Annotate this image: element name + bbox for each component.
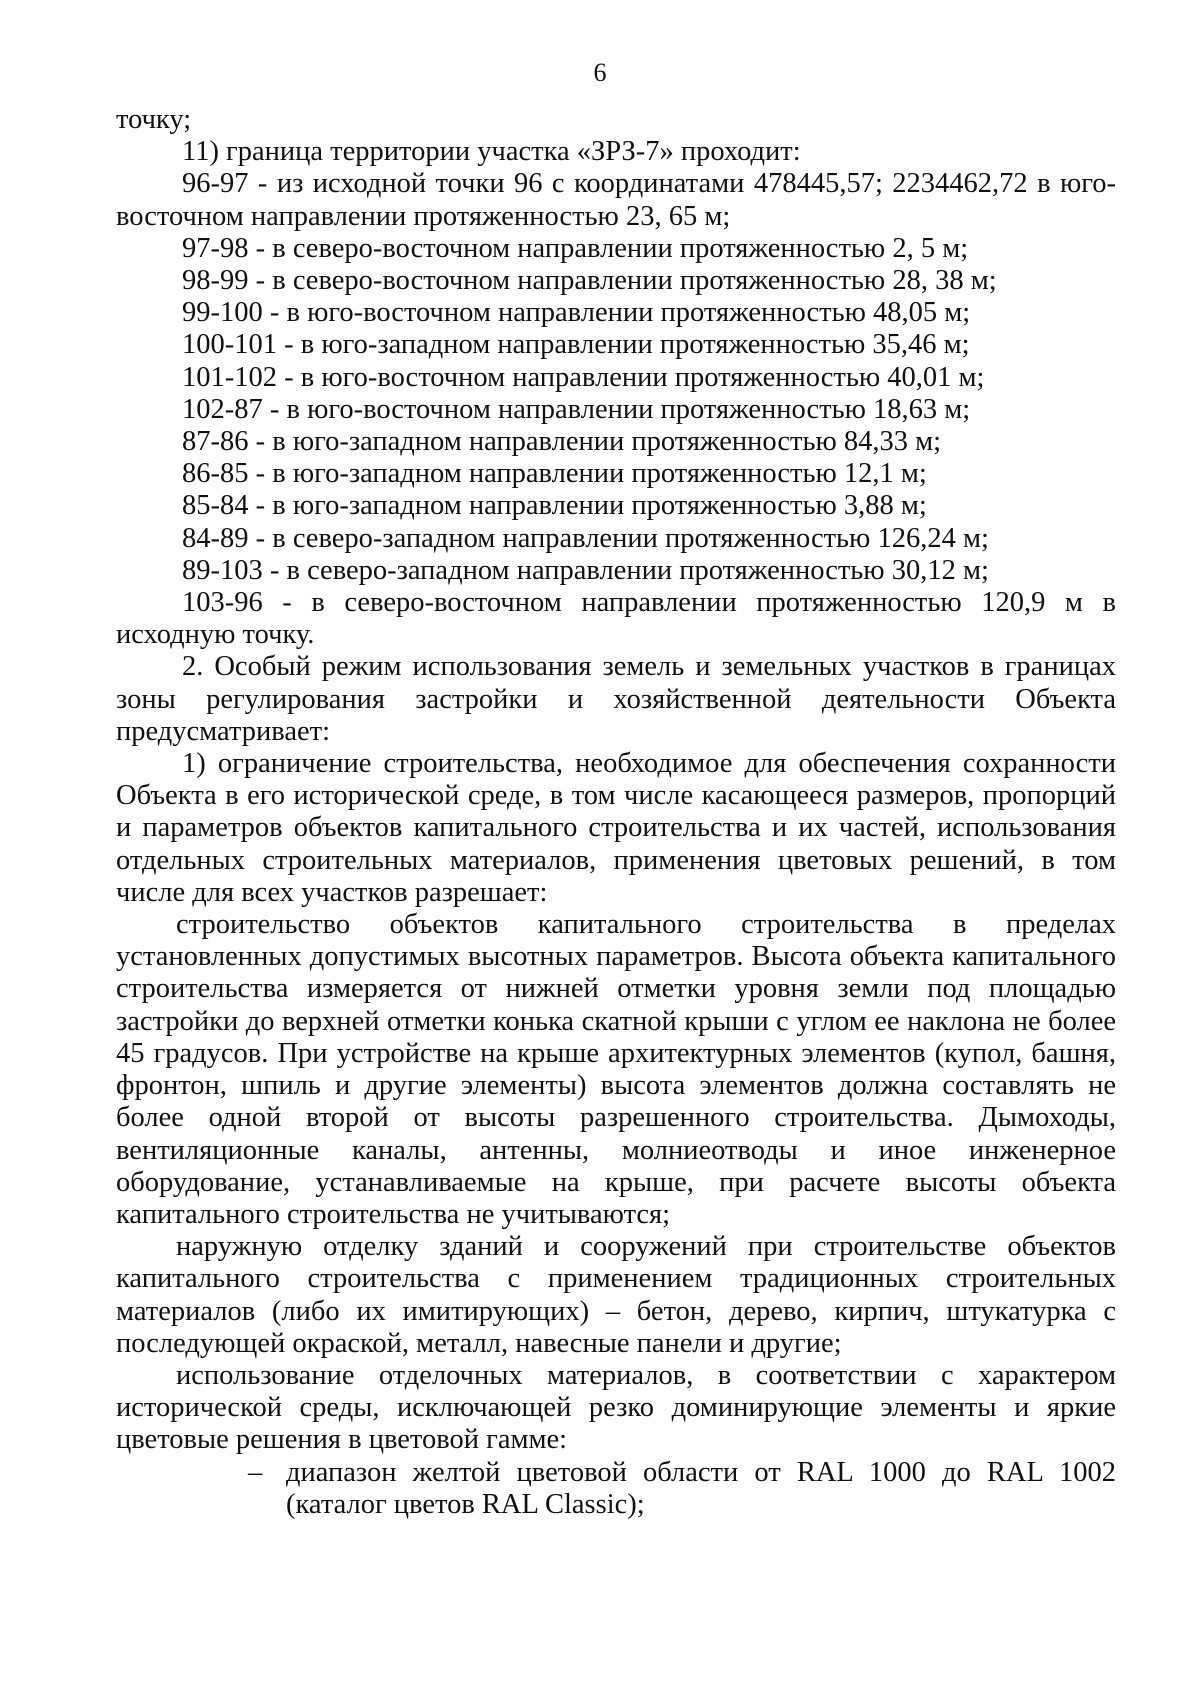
- paragraph: 100-101 - в юго-западном направлении протяженностью 35,46 м;: [182, 329, 970, 361]
- paragraph: 86-85 - в юго-западном направлении протяженностью 12,1 м;: [182, 458, 927, 490]
- paragraph: точку;: [116, 104, 192, 135]
- paragraph: 85-84 - в юго-западном направлении протяженностью 3,88 м;: [182, 490, 927, 522]
- paragraph: 103-96 - в северо-восточном направлении протяженностью 120,9 м в исходную точку.: [116, 587, 1116, 651]
- page-number: 6: [593, 58, 607, 87]
- paragraph: 98-99 - в северо-восточном направлении протяженностью 28, 38 м;: [182, 265, 997, 297]
- paragraph: 102-87 - в юго-восточном направлении протяженностью 18,63 м;: [182, 393, 971, 425]
- paragraph: 1) ограничение строительства, необходимое для обеспечения сохранности Объекта в его исторической среде, в том числе касающееся размеров, пропорций и параметров объектов капитального строительства и их частей, использования отдельных строительных материалов, применения цветовых решений, в том числе для всех участков разрешает:: [116, 748, 1116, 908]
- paragraph: 87-86 - в юго-западном направлении протяженностью 84,33 м;: [182, 426, 942, 458]
- paragraph: 89-103 - в северо-западном направлении протяженностью 30,12 м;: [182, 554, 989, 586]
- list-item: [248, 1456, 1116, 1521]
- paragraph: наружную отделку зданий и сооружений при строительстве объектов капитального строительства с применением традиционных строительных материалов (либо их имитирующих) – бетон, дерево, кирпич, штукатурка с последующей окраской, металл, навесные панели и другие;: [116, 1231, 1116, 1359]
- bullet-dash: –: [248, 1456, 263, 1488]
- paragraph: 2. Особый режим использования земель и земельных участков в границах зоны регулирования застройки и хозяйственной деятельности Объекта предусматривает:: [116, 651, 1116, 747]
- paragraph: 97-98 - в северо-восточном направлении протяженностью 2, 5 м;: [182, 232, 969, 264]
- document-body: [116, 104, 1116, 1521]
- paragraph: 84-89 - в северо-западном направлении протяженностью 126,24 м;: [182, 522, 989, 554]
- list-item-text: диапазон желтой цветовой области от RAL 1000 до RAL 1002 (каталог цветов RAL Classic);: [286, 1456, 1116, 1520]
- bullet-list: [116, 1457, 1116, 1521]
- paragraph: 11) граница территории участка «ЗРЗ-7» проходит:: [182, 136, 801, 168]
- paragraph: использование отделочных материалов, в соответствии с характером исторической среды, исключающей резко доминирующие элементы и яркие цветовые решения в цветовой гамме:: [116, 1359, 1116, 1456]
- paragraph: 101-102 - в юго-восточном направлении протяженностью 40,01 м;: [182, 361, 985, 393]
- paragraph: строительство объектов капитального строительства в пределах установленных допустимых высотных параметров. Высота объекта капитального строительства измеряется от нижней отметки уровня земли под площадью застройки до верхней отметки конька скатной крыши с углом ее наклона не более 45 градусов. При устройстве на крыше архитектурных элементов (купол, башня, фронтон, шпиль и другие элементы) высота элементов должна составлять не более одной второй от высоты разрешенного строительства. Дымоходы, вентиляционные каналы, антенны, молниеотводы и иное инженерное оборудование, устанавливаемые на крыше, при расчете высоты объекта капитального строительства не учитываются;: [116, 909, 1116, 1230]
- paragraph: 96-97 - из исходной точки 96 с координатами 478445,57; 2234462,72 в юго-восточном направлении протяженностью 23, 65 м;: [116, 168, 1116, 232]
- paragraph: 99-100 - в юго-восточном направлении протяженностью 48,05 м;: [182, 297, 971, 329]
